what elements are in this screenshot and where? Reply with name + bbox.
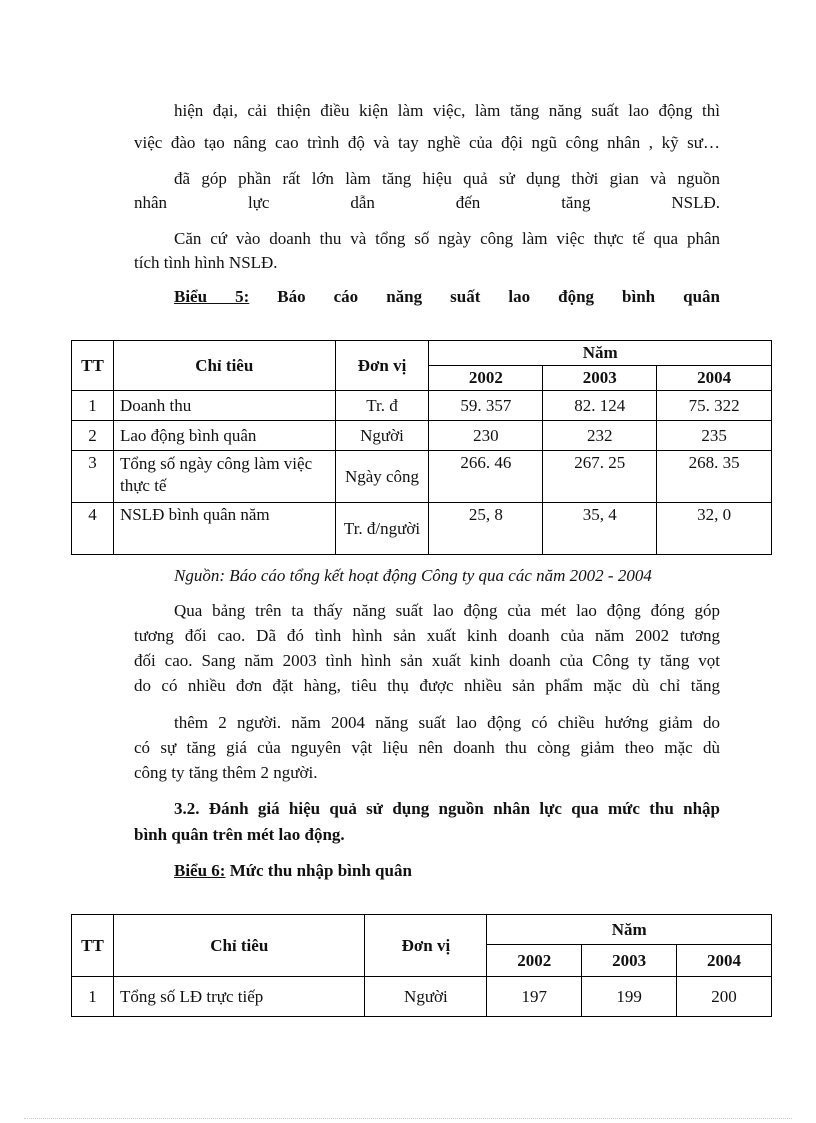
income-table: [71, 914, 772, 1017]
cell-value: 230: [429, 421, 543, 451]
header-year: 2003: [543, 366, 657, 391]
cell-chi-tieu: NSLĐ bình quân năm: [113, 503, 335, 555]
cell-tt: 2: [72, 421, 114, 451]
paragraph-line: do có nhiều đơn đặt hàng, tiêu thụ được nhiều sản phẩm mặc dù chỉ tăng: [134, 676, 720, 695]
header-don-vi: Đơn vị: [365, 915, 487, 977]
paragraph-line: tích tình hình NSLĐ.: [134, 253, 278, 272]
header-tt: TT: [72, 915, 114, 977]
table2-caption: [174, 858, 720, 884]
cell-chi-tieu: Tổng số LĐ trực tiếp: [113, 977, 365, 1017]
header-year: 2003: [582, 945, 677, 977]
cell-value: 232: [543, 421, 657, 451]
cell-value: 268. 35: [657, 451, 772, 503]
cell-tt: 4: [72, 503, 114, 555]
cell-value: 59. 357: [429, 391, 543, 421]
page-bottom-divider: [24, 1118, 792, 1119]
table-row: [72, 451, 772, 503]
paragraph-line: đối cao. Sang năm 2003 tình hình sản xuất kinh doanh của Công ty tăng vọt: [134, 651, 720, 670]
cell-value: 25, 8: [429, 503, 543, 555]
cell-don-vi: Tr. đ/người: [335, 503, 429, 555]
cell-value: 200: [677, 977, 772, 1017]
cell-value: 35, 4: [543, 503, 657, 555]
cell-value: 197: [487, 977, 582, 1017]
table-row: [72, 977, 772, 1017]
cell-tt: 3: [72, 451, 114, 503]
table-row: [72, 391, 772, 421]
cell-chi-tieu: Tổng số ngày công làm việc thực tế: [113, 451, 335, 503]
cell-chi-tieu: Lao động bình quân: [113, 421, 335, 451]
productivity-table: [71, 340, 772, 555]
cell-value: 82. 124: [543, 391, 657, 421]
paragraph-line: nhân lực dẫn đến tăng NSLĐ.: [134, 193, 720, 212]
cell-don-vi: Người: [365, 977, 487, 1017]
paragraph-line: công ty tăng thêm 2 người.: [134, 763, 318, 782]
cell-tt: 1: [72, 391, 114, 421]
header-nam: Năm: [429, 341, 772, 366]
header-don-vi: Đơn vị: [335, 341, 429, 391]
cell-value: 235: [657, 421, 772, 451]
header-tt: TT: [72, 341, 114, 391]
paragraph-line: có sự tăng giá của nguyên vật liệu nên doanh thu còng giảm theo mặc dù: [134, 738, 720, 757]
cell-don-vi: Người: [335, 421, 429, 451]
table2-caption-label: Biểu 6:: [174, 861, 226, 880]
header-nam: Năm: [487, 915, 772, 945]
paragraph-line: Qua bảng trên ta thấy năng suất lao động của mét lao động đóng góp: [174, 601, 720, 620]
table1-source: Nguồn: Báo cáo tổng kết hoạt động Công ty qua các năm 2002 - 2004: [174, 566, 652, 585]
paragraph-line: thêm 2 người. năm 2004 năng suất lao động có chiều hướng giảm do: [174, 713, 720, 732]
header-year: 2004: [657, 366, 772, 391]
table2-caption-text: Mức thu nhập bình quân: [229, 861, 412, 880]
table1-caption-text: Báo cáo năng suất lao động bình quân: [277, 287, 721, 306]
paragraph-line: việc đào tạo nâng cao trình độ và tay nghề của đội ngũ công nhân , kỹ sư…: [134, 133, 720, 152]
table1-caption: [174, 284, 720, 310]
cell-value: 267. 25: [543, 451, 657, 503]
cell-value: 32, 0: [657, 503, 772, 555]
cell-value: 199: [582, 977, 677, 1017]
table-row: [72, 503, 772, 555]
header-year: 2004: [677, 945, 772, 977]
section-heading: bình quân trên mét lao động.: [134, 825, 345, 844]
cell-don-vi: Ngày công: [335, 451, 429, 503]
cell-value: 75. 322: [657, 391, 772, 421]
cell-value: 266. 46: [429, 451, 543, 503]
paragraph-line: Căn cứ vào doanh thu và tổng số ngày công làm việc thực tế qua phân: [174, 229, 720, 248]
paragraph-line: tương đối cao. Dã đó tình hình sản xuất kinh doanh của năm 2002 tương: [134, 626, 720, 645]
header-year: 2002: [429, 366, 543, 391]
header-chi-tieu: Chỉ tiêu: [113, 915, 365, 977]
paragraph-line: đã góp phần rất lớn làm tăng hiệu quả sử dụng thời gian và nguồn: [174, 169, 720, 188]
header-chi-tieu: Chỉ tiêu: [113, 341, 335, 391]
section-heading: 3.2. Đánh giá hiệu quả sử dụng nguồn nhân lực qua mức thu nhập: [174, 799, 720, 818]
header-year: 2002: [487, 945, 582, 977]
cell-don-vi: Tr. đ: [335, 391, 429, 421]
cell-chi-tieu: Doanh thu: [113, 391, 335, 421]
table1-caption-label: Biểu 5:: [174, 287, 250, 306]
cell-tt: 1: [72, 977, 114, 1017]
paragraph-line: hiện đại, cải thiện điều kiện làm việc, làm tăng năng suất lao động thì: [174, 101, 720, 120]
table-row: [72, 421, 772, 451]
